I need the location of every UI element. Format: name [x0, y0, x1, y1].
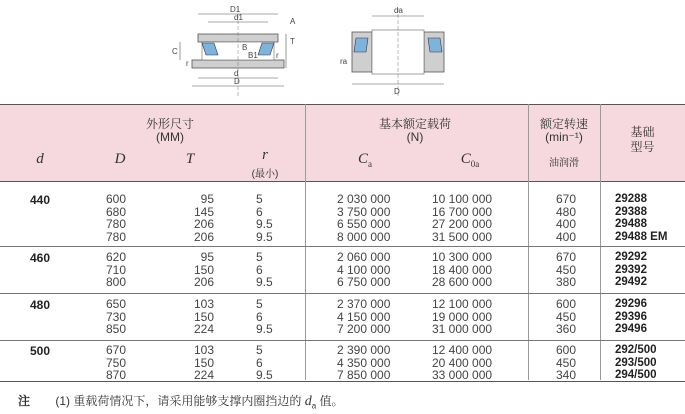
col-divider-2	[528, 104, 529, 380]
group-460-speed: 670 450 380	[556, 250, 577, 289]
group-500-T: 103 150 224	[193, 343, 214, 382]
header-sym-Ca: $C_a$	[357, 151, 372, 169]
group-440-d: 440	[30, 193, 51, 207]
footnote-label: 注	[18, 394, 31, 408]
label-A: A	[290, 17, 296, 26]
group-480-speed: 600 450 360	[556, 297, 577, 336]
bearing-cross-section-diagram	[168, 0, 308, 104]
header-speed-sub: 油润滑	[549, 158, 579, 169]
group-440-C0a: 10 100 000 16 700 000 27 200 000 31 500 000	[432, 192, 493, 244]
label-da: da	[394, 6, 403, 15]
group-460-D: 620 710 800	[106, 250, 127, 289]
group-500-D: 670 750 870	[106, 343, 127, 382]
header-sym-r: r	[262, 147, 268, 163]
table-header	[0, 104, 685, 182]
footnote-suffix: 值。	[319, 394, 344, 408]
col-divider-1	[305, 104, 306, 380]
label-d1: d1	[234, 13, 243, 22]
label-B: B	[242, 43, 248, 52]
group-500-speed: 600 450 340	[556, 343, 577, 382]
group-460-T: 95 150 206	[193, 250, 214, 289]
bearing-diagrams	[0, 0, 685, 104]
group-460-Ca: 2 060 000 4 100 000 6 750 000	[337, 250, 391, 289]
header-sym-d: d	[36, 151, 44, 167]
group-500-Ca: 2 390 000 4 350 000 7 850 000	[337, 343, 391, 382]
header-model-title: 基础	[630, 125, 655, 139]
group-460-model: 29292 29392 29492	[615, 251, 647, 288]
group-480-model: 29296 29396 29496	[615, 298, 647, 335]
group-500-C0a: 12 400 000 20 400 000 33 000 000	[432, 343, 493, 382]
group-divider-3	[0, 340, 685, 341]
header-size-title: 外形尺寸	[145, 117, 194, 131]
group-480-T: 103 150 224	[193, 297, 214, 336]
group-460-C0a: 10 300 000 18 400 000 28 600 000	[432, 250, 493, 289]
col-divider-3	[600, 104, 601, 380]
label-ra: ra	[340, 57, 348, 66]
header-load-title: 基本额定载荷	[378, 117, 451, 131]
group-440-Ca: 2 030 000 3 750 000 6 550 000 8 000 000	[337, 192, 391, 244]
bearing-spec-table	[0, 104, 685, 386]
group-440-r: 5 6 9.5 9.5	[256, 192, 273, 244]
label-T: T	[290, 37, 295, 46]
group-480-d: 480	[30, 298, 51, 312]
group-440-T: 95 145 206 206	[193, 192, 214, 244]
footnote-text: (1) 重载荷情况下，请采用能够支撑内圈挡边的	[55, 394, 302, 408]
label-d: d	[234, 69, 239, 78]
header-sym-C0a: $C_{0a}$	[460, 151, 480, 169]
label-C: C	[172, 47, 178, 56]
header-sym-T: T	[185, 151, 195, 167]
group-440-model: 29288 29388 29488 29488 EM	[615, 193, 668, 243]
header-speed-unit: (min⁻¹)	[545, 130, 583, 144]
label-B1: B1	[248, 51, 258, 60]
footnote-symbol: d	[304, 394, 312, 409]
footnote	[18, 392, 344, 410]
footnote-symbol-sub: a	[311, 401, 317, 411]
header-sym-D: D	[114, 151, 126, 167]
group-440-D: 600 680 780 780	[106, 192, 127, 244]
group-divider-2	[0, 293, 685, 294]
label-D: D	[234, 77, 240, 86]
group-440-speed: 670 480 400 400	[556, 192, 577, 244]
group-460-d: 460	[30, 251, 51, 265]
label-r-right: r	[276, 51, 279, 60]
group-500-d: 500	[30, 344, 51, 358]
label-r-left: r	[186, 59, 189, 68]
group-500-r: 5 6 9.5	[256, 343, 273, 382]
header-speed-title: 额定转速	[539, 117, 588, 131]
group-480-D: 650 730 850	[106, 297, 127, 336]
group-480-C0a: 12 100 000 19 000 000 31 000 000	[432, 297, 493, 336]
group-480-r: 5 6 9.5	[256, 297, 273, 336]
group-divider-1	[0, 246, 685, 247]
header-r-note: (最小)	[251, 169, 279, 180]
label-D-right: D	[394, 87, 400, 96]
bearing-mounting-diagram	[338, 0, 458, 104]
group-480-Ca: 2 370 000 4 150 000 7 200 000	[337, 297, 391, 336]
header-size-unit: (MM)	[156, 130, 184, 144]
group-460-r: 5 6 9.5	[256, 250, 273, 289]
header-load-unit: (N)	[406, 130, 424, 144]
group-500-model: 292/500 293/500 294/500	[615, 344, 657, 381]
header-model-title2: 型号	[630, 140, 655, 154]
label-D1: D1	[230, 5, 241, 14]
